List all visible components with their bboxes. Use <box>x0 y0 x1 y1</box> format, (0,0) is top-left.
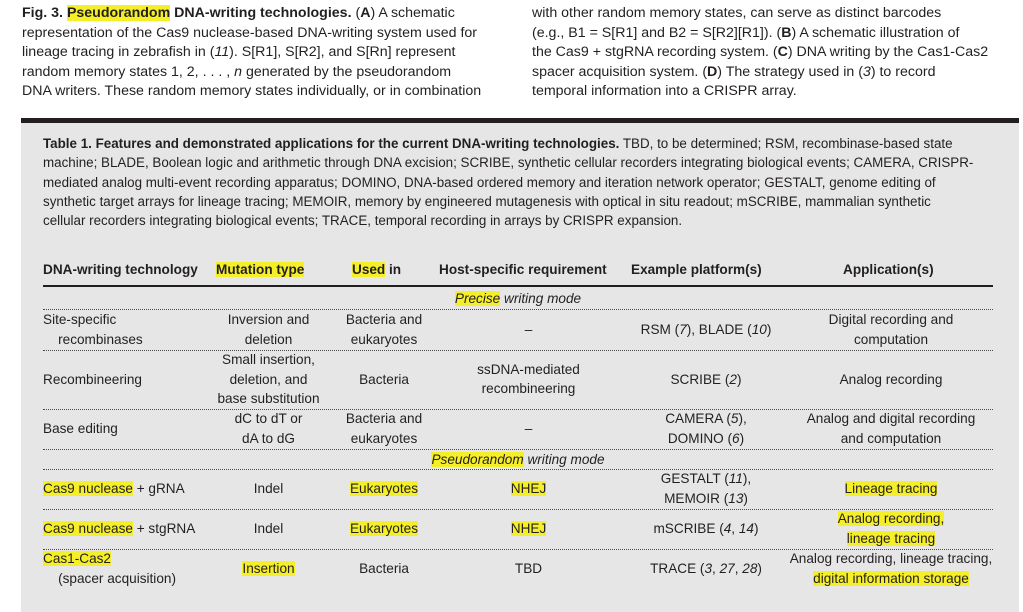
cell-line <box>441 379 616 399</box>
text-run: ) <box>736 371 742 387</box>
text-run: Bacteria and <box>345 411 423 427</box>
text-run: deletion, and <box>229 371 308 387</box>
header-dna-writing-technology <box>43 262 198 277</box>
cell-line <box>201 310 336 330</box>
text-run: ) A schematic <box>370 5 455 21</box>
text-line <box>43 211 1003 230</box>
text-run: ) <box>743 490 748 506</box>
cell-host <box>441 519 616 539</box>
cell-line <box>441 559 616 579</box>
highlighted-text: Pseudorandom <box>431 452 524 467</box>
cell-platform <box>621 409 791 449</box>
text-run: mSCRIBE ( <box>653 521 724 537</box>
highlighted-text: Precise <box>454 291 501 306</box>
text-run: Indel <box>253 521 284 537</box>
cell-line <box>43 519 218 539</box>
cell-line <box>334 370 434 390</box>
text-run: machine; BLADE, Boolean logic and arithmetic through DNA excision; SCRIBE, synthetic cellular recorders integrating biological events; CAMERA, CRISPR- <box>43 155 974 171</box>
text-run: generated by the pseudorandom <box>242 63 452 80</box>
cell-line <box>201 350 336 370</box>
text-run: writing mode <box>500 291 582 306</box>
cell-line <box>201 429 336 449</box>
text-run: Table 1. Features and demonstrated applications for the current DNA-writing technologies. <box>43 136 620 151</box>
text-run: , <box>734 561 743 577</box>
text-run: writing mode <box>523 452 605 467</box>
figure-caption <box>22 4 1022 108</box>
text-run: ) DNA writing by the Cas1-Cas2 <box>787 44 989 60</box>
text-line <box>532 24 1020 44</box>
text-run: dC to dT or <box>234 411 303 427</box>
cell-mutation <box>201 350 336 409</box>
cell-used <box>334 409 434 449</box>
cell-line <box>786 569 996 589</box>
highlighted-text: Lineage tracing <box>844 481 938 497</box>
cell-line <box>334 310 434 330</box>
cell-app <box>786 310 996 350</box>
text-run: TBD <box>514 561 543 577</box>
cell-mutation <box>201 479 336 499</box>
text-run: random memory states 1, 2, . . . , <box>22 63 235 80</box>
header-rule <box>43 285 993 287</box>
cell-tech <box>43 370 218 390</box>
text-run: dA to dG <box>242 430 295 446</box>
highlighted-text: Pseudorandom <box>66 5 171 21</box>
text-run: n <box>234 63 242 80</box>
text-run: Bacteria and <box>345 312 423 328</box>
text-run: – <box>524 322 533 338</box>
text-line <box>22 63 510 83</box>
cell-line <box>621 370 791 390</box>
text-run: Small insertion, <box>222 351 315 367</box>
text-run: ( <box>355 5 361 21</box>
text-run: SCRIBE ( <box>670 371 730 387</box>
text-run: ), <box>742 471 752 487</box>
text-run: , <box>731 521 739 537</box>
highlighted-text: Mutation type <box>216 262 305 277</box>
cell-used <box>334 519 434 539</box>
cell-app <box>786 509 996 549</box>
cell-line <box>786 370 996 390</box>
text-run: A <box>360 5 371 21</box>
text-run: temporal information into a CRISPR array. <box>532 83 797 99</box>
text-run: deletion <box>244 331 293 347</box>
cell-line <box>334 409 434 429</box>
text-run: Digital recording and <box>828 312 954 328</box>
cell-mutation <box>201 409 336 449</box>
text-run: ), <box>738 411 747 427</box>
text-run: 10 <box>751 322 767 338</box>
cell-tech <box>43 519 218 539</box>
cell-mutation <box>201 519 336 539</box>
cell-host <box>441 360 616 400</box>
cell-line <box>786 509 996 529</box>
cell-mutation <box>201 559 336 579</box>
cell-line <box>43 419 218 439</box>
cell-used <box>334 479 434 499</box>
header-host-specific-requirement <box>439 262 607 277</box>
text-run: 11 <box>214 44 230 60</box>
cell-host <box>441 320 616 340</box>
text-run: 3 <box>704 561 713 577</box>
text-line <box>532 63 1020 83</box>
highlighted-text: Insertion <box>242 561 295 577</box>
text-line <box>43 134 1003 153</box>
cell-line <box>621 469 791 489</box>
text-run: lineage tracing in zebrafish in ( <box>22 44 215 60</box>
cell-line <box>441 419 616 439</box>
text-run: 28 <box>742 561 758 577</box>
text-run: Site-specific <box>43 312 117 328</box>
text-line <box>22 4 510 24</box>
cell-line <box>621 559 791 579</box>
mode-precise-label <box>43 290 993 308</box>
divider <box>43 469 993 470</box>
cell-line <box>786 549 996 569</box>
text-run: ) to record <box>870 63 936 80</box>
text-line <box>43 153 1003 172</box>
text-run: Application(s) <box>843 262 934 277</box>
text-run: + stgRNA <box>132 521 196 537</box>
text-run: 2 <box>729 371 737 387</box>
cell-line <box>334 519 434 539</box>
table-caption <box>43 134 1003 230</box>
text-run: DOMINO ( <box>667 430 733 446</box>
text-run: recombinases <box>43 331 143 347</box>
text-run: 6 <box>732 430 740 446</box>
text-run: + gRNA <box>132 481 185 497</box>
cell-line <box>441 519 616 539</box>
text-run: Indel <box>253 481 284 497</box>
text-line <box>22 24 510 44</box>
text-run: CAMERA ( <box>665 411 731 427</box>
text-run: synthetic target arrays for lineage tracing; MEMOIR, memory by engineered mutagenesis with optical in situ readout; mSCRIBE, mammalian synthetic <box>43 193 931 209</box>
text-run: mediated analog multi-event recording apparatus; DOMINO, DNA-based ordered memory and iteration network operator; GESTALT, genome editing of <box>43 174 936 190</box>
cell-tech <box>43 479 218 499</box>
text-run: GESTALT ( <box>660 471 729 487</box>
highlighted-text: Cas9 nuclease <box>43 481 133 497</box>
header-mutation-type <box>216 262 304 277</box>
text-run: DNA-writing technology <box>43 262 198 277</box>
text-run: DNA writers. These random memory states individually, or in combination <box>22 83 482 99</box>
cell-line <box>334 559 434 579</box>
cell-line <box>43 479 218 499</box>
cell-line <box>201 479 336 499</box>
cell-host <box>441 559 616 579</box>
text-run: B <box>781 24 792 41</box>
cell-line <box>621 409 791 429</box>
text-run: cellular recorders integrating biological events; TRACE, temporal recording in arrays by CRISPR expansion. <box>43 213 683 229</box>
text-run: 5 <box>730 411 739 427</box>
header-used-in <box>352 262 401 277</box>
cell-line <box>786 310 996 330</box>
cell-line <box>201 389 336 409</box>
cell-app <box>786 549 996 589</box>
cell-line <box>43 370 218 390</box>
text-run: representation of the Cas9 nuclease-based DNA-writing system used for <box>22 24 478 41</box>
text-run: DNA-writing technologies. <box>170 5 356 21</box>
cell-line <box>201 330 336 350</box>
divider <box>43 509 993 510</box>
text-run: ) The strategy used in ( <box>717 63 863 80</box>
text-run: RSM ( <box>640 322 680 338</box>
text-run: Inversion and <box>227 312 310 328</box>
text-run: (e.g., B1 = S[R1] and B2 = S[R2][R1]). ( <box>532 24 782 41</box>
text-run: eukaryotes <box>350 331 418 347</box>
highlighted-text: Eukaryotes <box>349 481 418 497</box>
cell-app <box>786 370 996 390</box>
text-line <box>43 192 1003 211</box>
cell-line <box>621 489 791 509</box>
text-run: eukaryotes <box>350 430 418 446</box>
divider <box>43 350 993 351</box>
text-run: ) <box>766 322 772 338</box>
text-line <box>532 43 1020 63</box>
text-run: Analog and digital recording <box>806 411 976 427</box>
cell-line <box>334 479 434 499</box>
highlighted-text: lineage tracing <box>846 530 936 546</box>
cell-used <box>334 559 434 579</box>
text-line <box>22 82 510 102</box>
cell-app <box>786 479 996 499</box>
table-top-bar <box>21 118 1019 123</box>
text-run: Host-specific requirement <box>439 262 607 277</box>
text-run: Bacteria <box>359 371 409 387</box>
highlighted-text: Eukaryotes <box>349 521 418 537</box>
text-run: 11 <box>728 471 743 487</box>
text-run: Base editing <box>43 421 118 437</box>
cell-line <box>441 479 616 499</box>
text-run: ssDNA-mediated <box>477 361 580 377</box>
table-1 <box>21 118 1019 612</box>
cell-tech <box>43 310 218 350</box>
text-run: 7 <box>679 322 687 338</box>
text-run: ) A schematic illustration of <box>791 24 960 41</box>
text-run: D <box>707 63 718 80</box>
text-run: 4 <box>723 521 732 537</box>
text-run: TBD, to be determined; RSM, recombinase-based state <box>619 136 953 151</box>
text-run: C <box>777 44 788 60</box>
text-run: – <box>524 421 533 437</box>
highlighted-text: Analog recording, <box>837 511 945 527</box>
text-run: in <box>385 262 402 277</box>
cell-line <box>43 569 218 589</box>
highlighted-text: Cas1-Cas2 <box>43 551 111 567</box>
cell-line <box>786 479 996 499</box>
text-run: 27 <box>719 561 735 577</box>
text-run: Analog recording, lineage tracing, <box>789 551 993 567</box>
text-run: spacer acquisition system. ( <box>532 63 708 80</box>
text-run: Analog recording <box>839 371 943 387</box>
text-run: 13 <box>728 490 744 506</box>
cell-platform <box>621 370 791 390</box>
cell-platform <box>621 519 791 539</box>
text-run: ) <box>739 430 745 446</box>
text-run: 14 <box>738 521 754 537</box>
cell-line <box>201 559 336 579</box>
text-line <box>532 82 1020 102</box>
text-line <box>532 4 1020 24</box>
cell-line <box>201 519 336 539</box>
cell-line <box>786 409 996 429</box>
header-applications <box>843 262 934 277</box>
mode-pseudorandom-label <box>43 451 993 469</box>
text-run: MEMOIR ( <box>664 490 729 506</box>
cell-mutation <box>201 310 336 350</box>
highlighted-text: Used <box>352 262 386 277</box>
text-run: (spacer acquisition) <box>43 570 176 586</box>
highlighted-text: Cas9 nuclease <box>43 521 133 537</box>
text-run: and computation <box>840 430 942 446</box>
text-run: ), BLADE ( <box>686 322 752 338</box>
text-run: ). S[R1], S[R2], and S[Rn] represent <box>229 44 456 60</box>
cell-line <box>334 429 434 449</box>
text-run: base substitution <box>217 391 320 407</box>
text-line <box>22 43 510 63</box>
figure-caption-left-column <box>22 4 510 102</box>
text-run: 3 <box>862 63 871 80</box>
cell-line <box>786 330 996 350</box>
text-run: Example platform(s) <box>631 262 762 277</box>
cell-platform <box>621 469 791 509</box>
cell-line <box>43 549 218 569</box>
cell-line <box>621 320 791 340</box>
cell-used <box>334 370 434 390</box>
divider <box>43 549 993 550</box>
cell-line <box>201 409 336 429</box>
text-run: , <box>712 561 720 577</box>
cell-line <box>43 330 218 350</box>
highlighted-text: NHEJ <box>510 481 547 497</box>
text-run: Bacteria <box>359 561 409 577</box>
cell-used <box>334 310 434 350</box>
cell-line <box>621 429 791 449</box>
cell-tech <box>43 549 218 589</box>
text-run: the Cas9 + stgRNA recording system. ( <box>532 44 778 60</box>
cell-line <box>786 529 996 549</box>
cell-line <box>621 519 791 539</box>
text-run: TRACE ( <box>650 561 705 577</box>
text-run: ) <box>757 561 762 577</box>
text-run: computation <box>853 331 929 347</box>
cell-line <box>441 320 616 340</box>
cell-line <box>441 360 616 380</box>
cell-app <box>786 409 996 449</box>
text-run: with other random memory states, can serve as distinct barcodes <box>532 5 942 21</box>
divider <box>43 409 993 410</box>
highlighted-text: digital information storage <box>813 570 969 586</box>
highlighted-text: NHEJ <box>510 521 547 537</box>
header-example-platforms <box>631 262 762 277</box>
text-line <box>43 173 1003 192</box>
cell-host <box>441 479 616 499</box>
text-run: Recombineering <box>43 371 142 387</box>
cell-line <box>201 370 336 390</box>
figure-caption-right-column <box>532 4 1020 102</box>
cell-tech <box>43 419 218 439</box>
text-run: Fig. 3. <box>22 5 67 21</box>
cell-platform <box>621 559 791 579</box>
cell-line <box>334 330 434 350</box>
cell-line <box>43 310 218 330</box>
cell-host <box>441 419 616 439</box>
divider <box>43 449 993 450</box>
text-run: recombineering <box>481 381 576 397</box>
cell-line <box>786 429 996 449</box>
text-run: ) <box>753 521 759 537</box>
cell-platform <box>621 320 791 340</box>
